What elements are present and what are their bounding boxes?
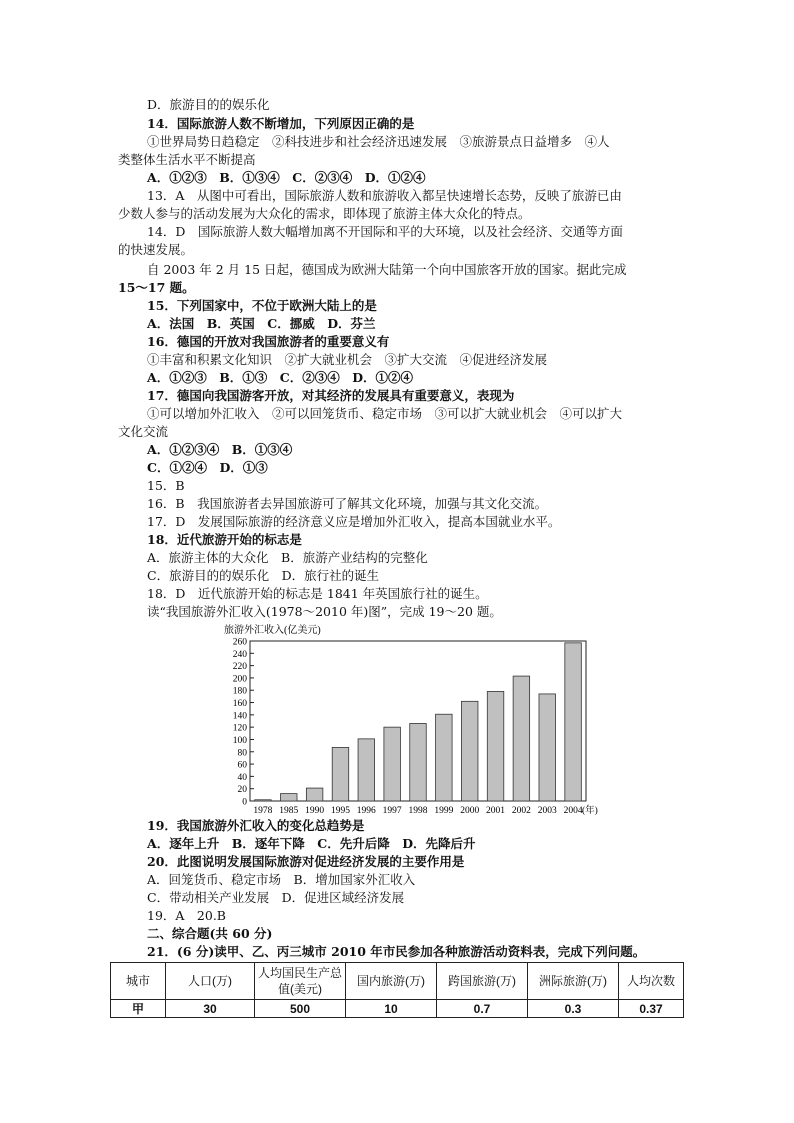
cell-intercontinental: 0.3 bbox=[528, 1000, 619, 1018]
x-tick-label: 2004 bbox=[563, 806, 583, 816]
x-tick-label: 1999 bbox=[434, 806, 454, 816]
passage-15-17-cont: 15～17 题。 bbox=[118, 280, 195, 295]
question-18: 18．近代旅游开始的标志是 bbox=[147, 532, 302, 547]
question-19: 19．我国旅游外汇收入的变化总趋势是 bbox=[147, 818, 365, 833]
answer-15: 15．B bbox=[147, 478, 185, 493]
bar-2000 bbox=[461, 701, 478, 801]
x-tick-label: 1998 bbox=[408, 806, 428, 816]
y-tick-label: 80 bbox=[237, 748, 247, 759]
cell-trips: 0.37 bbox=[619, 1000, 684, 1018]
y-tick-label: 120 bbox=[232, 723, 247, 734]
y-axis-label: 旅游外汇收入(亿美元) bbox=[224, 625, 321, 636]
answer-16: 16．B 我国旅游者去异国旅游可了解其文化环境，加强与其文化交流。 bbox=[147, 496, 548, 511]
q17-options-cd: C．①②④ D．①③ bbox=[147, 460, 268, 475]
q17-options-ab: A．①②③④ B．①③④ bbox=[147, 442, 293, 457]
x-ticks bbox=[253, 806, 582, 816]
q15-options: A．法国 B．英国 C．挪威 D．芬兰 bbox=[147, 316, 376, 331]
cell-transnational: 0.7 bbox=[437, 1000, 528, 1018]
q14-statements: ①世界局势日趋稳定 ②科技进步和社会经济迅速发展 ③旅游景点日益增多 ④人 bbox=[147, 134, 610, 149]
question-21: 21．(6 分)读甲、乙、丙三城市 2010 年市民参加各种旅游活动资料表，完成下列问题。 bbox=[147, 944, 646, 959]
x-axis-unit: (年) bbox=[582, 806, 598, 816]
answer-18: 18．D 近代旅游开始的标志是 1841 年英国旅行社的诞生。 bbox=[147, 586, 488, 601]
section-heading: 二、综合题(共 60 分) bbox=[147, 926, 273, 941]
bar-2001 bbox=[487, 691, 504, 801]
y-tick-label: 260 bbox=[232, 637, 247, 648]
bars bbox=[255, 643, 582, 801]
table-header-row bbox=[111, 963, 684, 1000]
q16-options: A．①②③ B．①③ C．②③④ D．①②④ bbox=[147, 370, 414, 385]
travel-activity-table bbox=[110, 962, 684, 1018]
bar-2004 bbox=[565, 643, 582, 801]
col-intercontinental-travel: 洲际旅游(万) bbox=[528, 963, 619, 1000]
q18-options-ab: A．旅游主体的大众化 B．旅游产业结构的完整化 bbox=[147, 550, 428, 565]
question-14: 14．国际旅游人数不断增加，下列原因正确的是 bbox=[147, 116, 415, 131]
x-tick-label: 2001 bbox=[486, 806, 506, 816]
q16-statements: ①丰富和积累文化知识 ②扩大就业机会 ③扩大交流 ④促进经济发展 bbox=[147, 352, 548, 367]
x-tick-label: 2002 bbox=[511, 806, 531, 816]
bar-1998 bbox=[410, 723, 427, 801]
q17-statements: ①可以增加外汇收入 ②可以回笼货币、稳定市场 ③可以扩大就业机会 ④可以扩大 bbox=[147, 406, 623, 421]
answer-17: 17．D 发展国际旅游的经济意义应是增加外汇收入，提高本国就业水平。 bbox=[147, 514, 561, 529]
y-tick-label: 0 bbox=[242, 797, 247, 808]
q14-options: A．①②③ B．①③④ C．②③④ D．①②④ bbox=[147, 170, 426, 185]
answer-14: 14．D 国际旅游人数大幅增加离不开国际和平的大环境，以及社会经济、交通等方面 bbox=[147, 224, 623, 239]
x-tick-label: 1985 bbox=[279, 806, 299, 816]
passage-15-17: 自 2003 年 2 月 15 日起，德国成为欧洲大陆第一个向中国旅客开放的国家。据此完成 bbox=[147, 262, 627, 277]
y-tick-label: 40 bbox=[237, 772, 247, 783]
bar-1990 bbox=[306, 788, 323, 801]
y-tick-label: 20 bbox=[237, 785, 247, 796]
x-tick-label: 1997 bbox=[382, 806, 402, 816]
y-tick-label: 220 bbox=[232, 662, 247, 673]
x-tick-label: 2000 bbox=[460, 806, 480, 816]
col-city: 城市 bbox=[111, 963, 166, 1000]
q17-statements-cont: 文化交流 bbox=[118, 424, 169, 439]
y-tick-label: 160 bbox=[232, 699, 247, 710]
q14-statements-cont: 类整体生活水平不断提高 bbox=[118, 152, 256, 167]
tourism-income-bar-chart bbox=[222, 622, 602, 818]
bar-1978 bbox=[255, 800, 271, 801]
q18-options-cd: C．旅游目的的娱乐化 D．旅行社的诞生 bbox=[147, 568, 380, 583]
y-tick-label: 100 bbox=[232, 735, 247, 746]
answer-14-cont: 的快速发展。 bbox=[118, 242, 194, 257]
x-tick-label: 1995 bbox=[330, 806, 350, 816]
x-tick-label: 1978 bbox=[253, 806, 273, 816]
bar-2002 bbox=[513, 676, 530, 801]
answer-13: 13．A 从图中可看出，国际旅游人数和旅游收入都呈快速增长态势，反映了旅游已由 bbox=[147, 188, 622, 203]
bar-1996 bbox=[358, 739, 375, 801]
y-tick-label: 60 bbox=[237, 760, 247, 771]
answer-13-cont: 少数人参与的活动发展为大众化的需求，即体现了旅游主体大众化的特点。 bbox=[118, 206, 531, 221]
col-gnp-per-capita: 人均国民生产总值(美元) bbox=[255, 963, 346, 1000]
question-16: 16．德国的开放对我国旅游者的重要意义有 bbox=[147, 334, 390, 349]
question-20: 20．此图说明发展国际旅游对促进经济发展的主要作用是 bbox=[147, 854, 465, 869]
q19-options: A．逐年上升 B．逐年下降 C．先升后降 D．先降后升 bbox=[147, 836, 476, 851]
table-row bbox=[111, 1000, 684, 1018]
bar-1985 bbox=[281, 794, 298, 801]
x-tick-label: 1996 bbox=[356, 806, 376, 816]
passage-19-20: 读“我国旅游外汇收入(1978～2010 年)图”，完成 19～20 题。 bbox=[147, 604, 502, 619]
cell-gnp: 500 bbox=[255, 1000, 346, 1018]
y-tick-label: 200 bbox=[232, 674, 247, 685]
q20-options-cd: C．带动相关产业发展 D．促进区域经济发展 bbox=[147, 890, 405, 905]
question-15: 15．下列国家中，不位于欧洲大陆上的是 bbox=[147, 298, 377, 313]
y-ticks bbox=[233, 638, 254, 808]
col-population: 人口(万) bbox=[166, 963, 255, 1000]
cell-population: 30 bbox=[166, 1000, 255, 1018]
question-17: 17．德国向我国游客开放，对其经济的发展具有重要意义，表现为 bbox=[147, 388, 515, 403]
bar-1999 bbox=[436, 714, 453, 801]
col-domestic-travel: 国内旅游(万) bbox=[346, 963, 437, 1000]
bar-2003 bbox=[539, 694, 556, 801]
q20-options-ab: A．回笼货币、稳定市场 B．增加国家外汇收入 bbox=[147, 872, 416, 887]
x-tick-label: 2003 bbox=[537, 806, 557, 816]
x-tick-label: 1990 bbox=[305, 806, 325, 816]
y-tick-label: 180 bbox=[232, 686, 247, 697]
cell-domestic: 10 bbox=[346, 1000, 437, 1018]
y-tick-label: 240 bbox=[232, 649, 247, 660]
option-d-line: D．旅游目的的娱乐化 bbox=[147, 97, 270, 112]
y-tick-label: 140 bbox=[232, 711, 247, 722]
bar-1995 bbox=[332, 747, 349, 801]
bar-1997 bbox=[384, 727, 401, 801]
answer-19-20: 19．A 20.B bbox=[147, 908, 226, 923]
cell-city: 甲 bbox=[111, 1000, 166, 1018]
col-transnational-travel: 跨国旅游(万) bbox=[437, 963, 528, 1000]
col-trips-per-capita: 人均次数 bbox=[619, 963, 684, 1000]
